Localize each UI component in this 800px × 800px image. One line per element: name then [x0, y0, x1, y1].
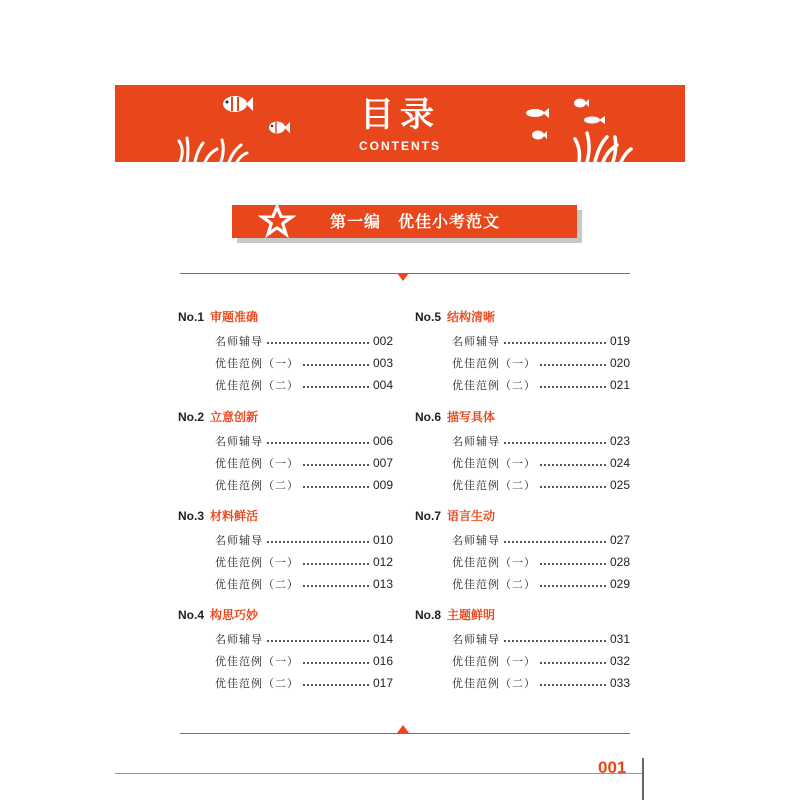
entry-title: 优佳范例（一） [452, 457, 536, 470]
dot-leader [540, 364, 606, 366]
toc-entry[interactable] [452, 333, 630, 349]
group-heading [415, 308, 495, 325]
toc-entry[interactable] [215, 554, 393, 570]
group-title: 主题鲜明 [447, 608, 496, 622]
group-number: No.1 [178, 310, 205, 324]
dot-leader [540, 585, 606, 587]
toc-entry[interactable] [452, 355, 630, 371]
entry-title: 优佳范例（二） [452, 379, 536, 392]
toc-entry[interactable] [452, 631, 630, 647]
group-number: No.8 [415, 608, 442, 622]
group-number: No.3 [178, 509, 205, 523]
page-title: 目录 [360, 95, 440, 135]
entry-page: 020 [609, 356, 630, 370]
entry-title: 优佳范例（一） [452, 655, 536, 668]
group-heading [415, 507, 495, 524]
entry-title: 优佳范例（一） [215, 457, 299, 470]
dot-leader [540, 662, 606, 664]
toc-entry[interactable] [452, 576, 630, 592]
dot-leader [303, 464, 369, 466]
toc-entry[interactable] [215, 675, 393, 691]
dot-leader [303, 364, 369, 366]
entry-title: 名师辅导 [452, 435, 500, 448]
entry-title: 名师辅导 [215, 435, 263, 448]
dot-leader [267, 640, 369, 642]
entry-title: 优佳范例（二） [452, 677, 536, 690]
toc-entry[interactable] [215, 576, 393, 592]
entry-page: 009 [372, 478, 393, 492]
group-title: 材料鲜活 [210, 509, 259, 523]
entry-page: 028 [609, 555, 630, 569]
group-title: 构思巧妙 [210, 608, 259, 622]
footer-line [115, 773, 643, 774]
entry-page: 019 [609, 334, 630, 348]
entry-title: 优佳范例（二） [452, 479, 536, 492]
entry-page: 029 [609, 577, 630, 591]
dot-leader [303, 563, 369, 565]
page-subtitle: CONTENTS [359, 139, 441, 153]
dot-leader [504, 442, 606, 444]
triangle-up-icon [397, 725, 409, 733]
toc-entry[interactable] [452, 433, 630, 449]
entry-title: 名师辅导 [452, 534, 500, 547]
star-icon [257, 202, 297, 240]
entry-page: 023 [609, 434, 630, 448]
group-title: 语言生动 [447, 509, 496, 523]
entry-page: 031 [609, 632, 630, 646]
dot-leader [303, 662, 369, 664]
entry-title: 优佳范例（二） [215, 479, 299, 492]
toc-entry[interactable] [215, 631, 393, 647]
group-title: 立意创新 [210, 410, 259, 424]
entry-title: 名师辅导 [215, 335, 263, 348]
toc-entry[interactable] [215, 532, 393, 548]
dot-leader [540, 684, 606, 686]
group-number: No.6 [415, 410, 442, 424]
dot-leader [267, 342, 369, 344]
divider-bottom [180, 733, 630, 734]
group-heading [415, 408, 495, 425]
entry-title: 名师辅导 [215, 633, 263, 646]
entry-title: 优佳范例（一） [452, 357, 536, 370]
entry-title: 名师辅导 [215, 534, 263, 547]
toc-entry[interactable] [452, 554, 630, 570]
dot-leader [267, 442, 369, 444]
toc-entry[interactable] [452, 532, 630, 548]
entry-title: 优佳范例（一） [215, 655, 299, 668]
entry-page: 004 [372, 378, 393, 392]
toc-entry[interactable] [452, 653, 630, 669]
section-heading [232, 205, 577, 238]
toc-entry[interactable] [215, 477, 393, 493]
entry-page: 010 [372, 533, 393, 547]
toc-entry[interactable] [215, 377, 393, 393]
entry-page: 024 [609, 456, 630, 470]
entry-title: 优佳范例（一） [215, 357, 299, 370]
group-heading [178, 408, 258, 425]
dot-leader [504, 640, 606, 642]
dot-leader [540, 464, 606, 466]
toc-entry[interactable] [215, 455, 393, 471]
toc-entry[interactable] [452, 477, 630, 493]
group-title: 描写具体 [447, 410, 496, 424]
dot-leader [267, 541, 369, 543]
entry-page: 027 [609, 533, 630, 547]
entry-title: 优佳范例（二） [452, 578, 536, 591]
entry-title: 优佳范例（二） [215, 677, 299, 690]
group-title: 结构清晰 [447, 310, 496, 324]
toc-entry[interactable] [452, 455, 630, 471]
dot-leader [303, 486, 369, 488]
dot-leader [504, 541, 606, 543]
entry-page: 012 [372, 555, 393, 569]
entry-page: 032 [609, 654, 630, 668]
toc-entry[interactable] [452, 377, 630, 393]
header-banner [115, 85, 685, 162]
dot-leader [540, 563, 606, 565]
group-number: No.4 [178, 608, 205, 622]
dot-leader [540, 386, 606, 388]
entry-page: 033 [609, 676, 630, 690]
entry-page: 014 [372, 632, 393, 646]
dot-leader [303, 386, 369, 388]
dot-leader [504, 342, 606, 344]
toc-entry[interactable] [215, 653, 393, 669]
group-heading [178, 308, 258, 325]
toc-entry[interactable] [452, 675, 630, 691]
dot-leader [303, 684, 369, 686]
group-heading [415, 606, 495, 623]
group-number: No.5 [415, 310, 442, 324]
toc-entry[interactable] [215, 355, 393, 371]
entry-page: 025 [609, 478, 630, 492]
group-heading [178, 507, 258, 524]
entry-page: 006 [372, 434, 393, 448]
entry-page: 007 [372, 456, 393, 470]
entry-page: 003 [372, 356, 393, 370]
dot-leader [540, 486, 606, 488]
entry-title: 优佳范例（二） [215, 379, 299, 392]
dot-leader [303, 585, 369, 587]
triangle-down-icon [397, 273, 409, 281]
group-title: 审题准确 [210, 310, 259, 324]
entry-title: 名师辅导 [452, 335, 500, 348]
entry-page: 017 [372, 676, 393, 690]
group-heading [178, 606, 258, 623]
entry-title: 优佳范例（二） [215, 578, 299, 591]
page-number: 001 [598, 758, 627, 777]
toc-entry[interactable] [215, 333, 393, 349]
footer-vertical-line [642, 758, 644, 800]
entry-title: 优佳范例（一） [215, 556, 299, 569]
entry-page: 013 [372, 577, 393, 591]
section-title: 第一编 优佳小考范文 [330, 212, 501, 231]
toc-entry[interactable] [215, 433, 393, 449]
entry-title: 名师辅导 [452, 633, 500, 646]
entry-page: 002 [372, 334, 393, 348]
entry-page: 021 [609, 378, 630, 392]
group-number: No.7 [415, 509, 442, 523]
group-number: No.2 [178, 410, 205, 424]
entry-title: 优佳范例（一） [452, 556, 536, 569]
entry-page: 016 [372, 654, 393, 668]
